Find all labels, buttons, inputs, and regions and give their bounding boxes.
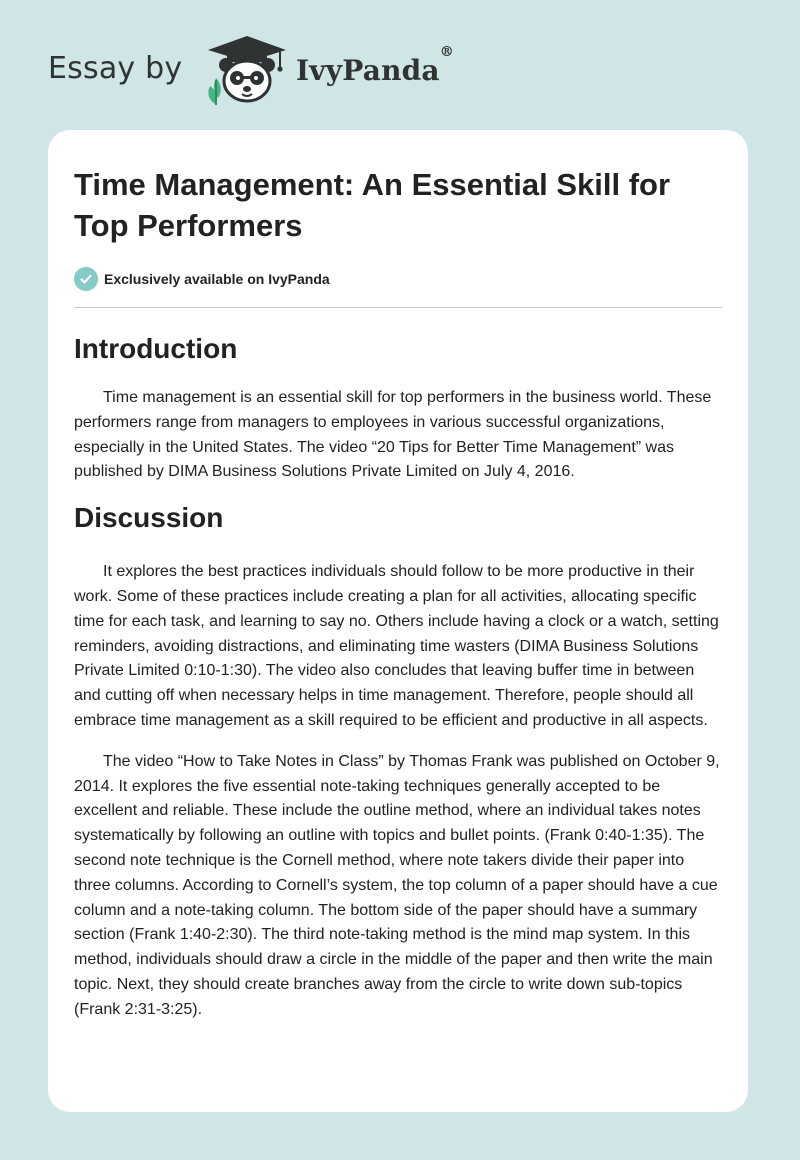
checkmark-icon (79, 272, 93, 286)
paragraph: Time management is an essential skill for top performers in the business world. These performers range from managers to employees in various successful organizations, especially in the United States. The video “20 Tips for Better Time Management” was published by DIMA Business Solutions Private Limited on July 4, 2016. (74, 389, 712, 481)
exclusive-badge (74, 266, 722, 292)
section-discussion (74, 501, 722, 1022)
page-title: Time Management: An Essential Skill for Top Performers (74, 167, 671, 243)
paragraph: The video “How to Take Notes in Class” by Thomas Frank was published on October 9, 2014. It explores the five essential note-taking techniques generally accepted to be excellent and reliable. These include the outline method, where an individual takes notes systematically by following an outline with topics and bullet points. (Frank 0:40-1:35). The second note technique is the Cornell method, where note takers divide their paper into three columns. According to Cornell’s system, the top column of a paper should have a cue column and a note-taking column. The bottom side of the paper should have a summary section (Frank 1:40-2:30). The third note-taking method is the mind map system. In this method, individuals should draw a circle in the middle of the paper and then write the main topic. Next, they should create branches away from the circle to write down sub-topics (Frank 2:31-3:25). (74, 752, 720, 1018)
section-heading: Discussion (74, 502, 224, 534)
brand-name-text: IvyPanda (296, 54, 440, 87)
divider (74, 307, 722, 308)
essay-card (48, 130, 748, 1112)
essay-by-label: Essay by (48, 51, 183, 86)
section-heading: Introduction (74, 333, 238, 364)
check-circle-icon (74, 267, 98, 291)
section-introduction (74, 332, 722, 485)
panda-graduate-icon (200, 34, 294, 106)
ivypanda-wordmark[interactable] (296, 44, 454, 87)
registered-mark: ® (439, 44, 454, 60)
exclusive-label: Exclusively available on IvyPanda (104, 271, 330, 287)
site-header (48, 34, 478, 106)
paragraph: It explores the best practices individuals should follow to be more productive in their work. Some of these practices include creating a plan for all activities, allocating specific time for each task, and learning to say no. Others include having a clock or a watch, setting reminders, avoiding distractions, and eliminating time wasters (DIMA Business Solutions Private Limited 0:10-1:30). The video also concludes that leaving buffer time in between and cutting off when necessary helps in time management. Therefore, people should all embrace time management as a skill required to be efficient and productive in all aspects. (74, 563, 719, 729)
ivypanda-logo[interactable] (200, 34, 294, 106)
